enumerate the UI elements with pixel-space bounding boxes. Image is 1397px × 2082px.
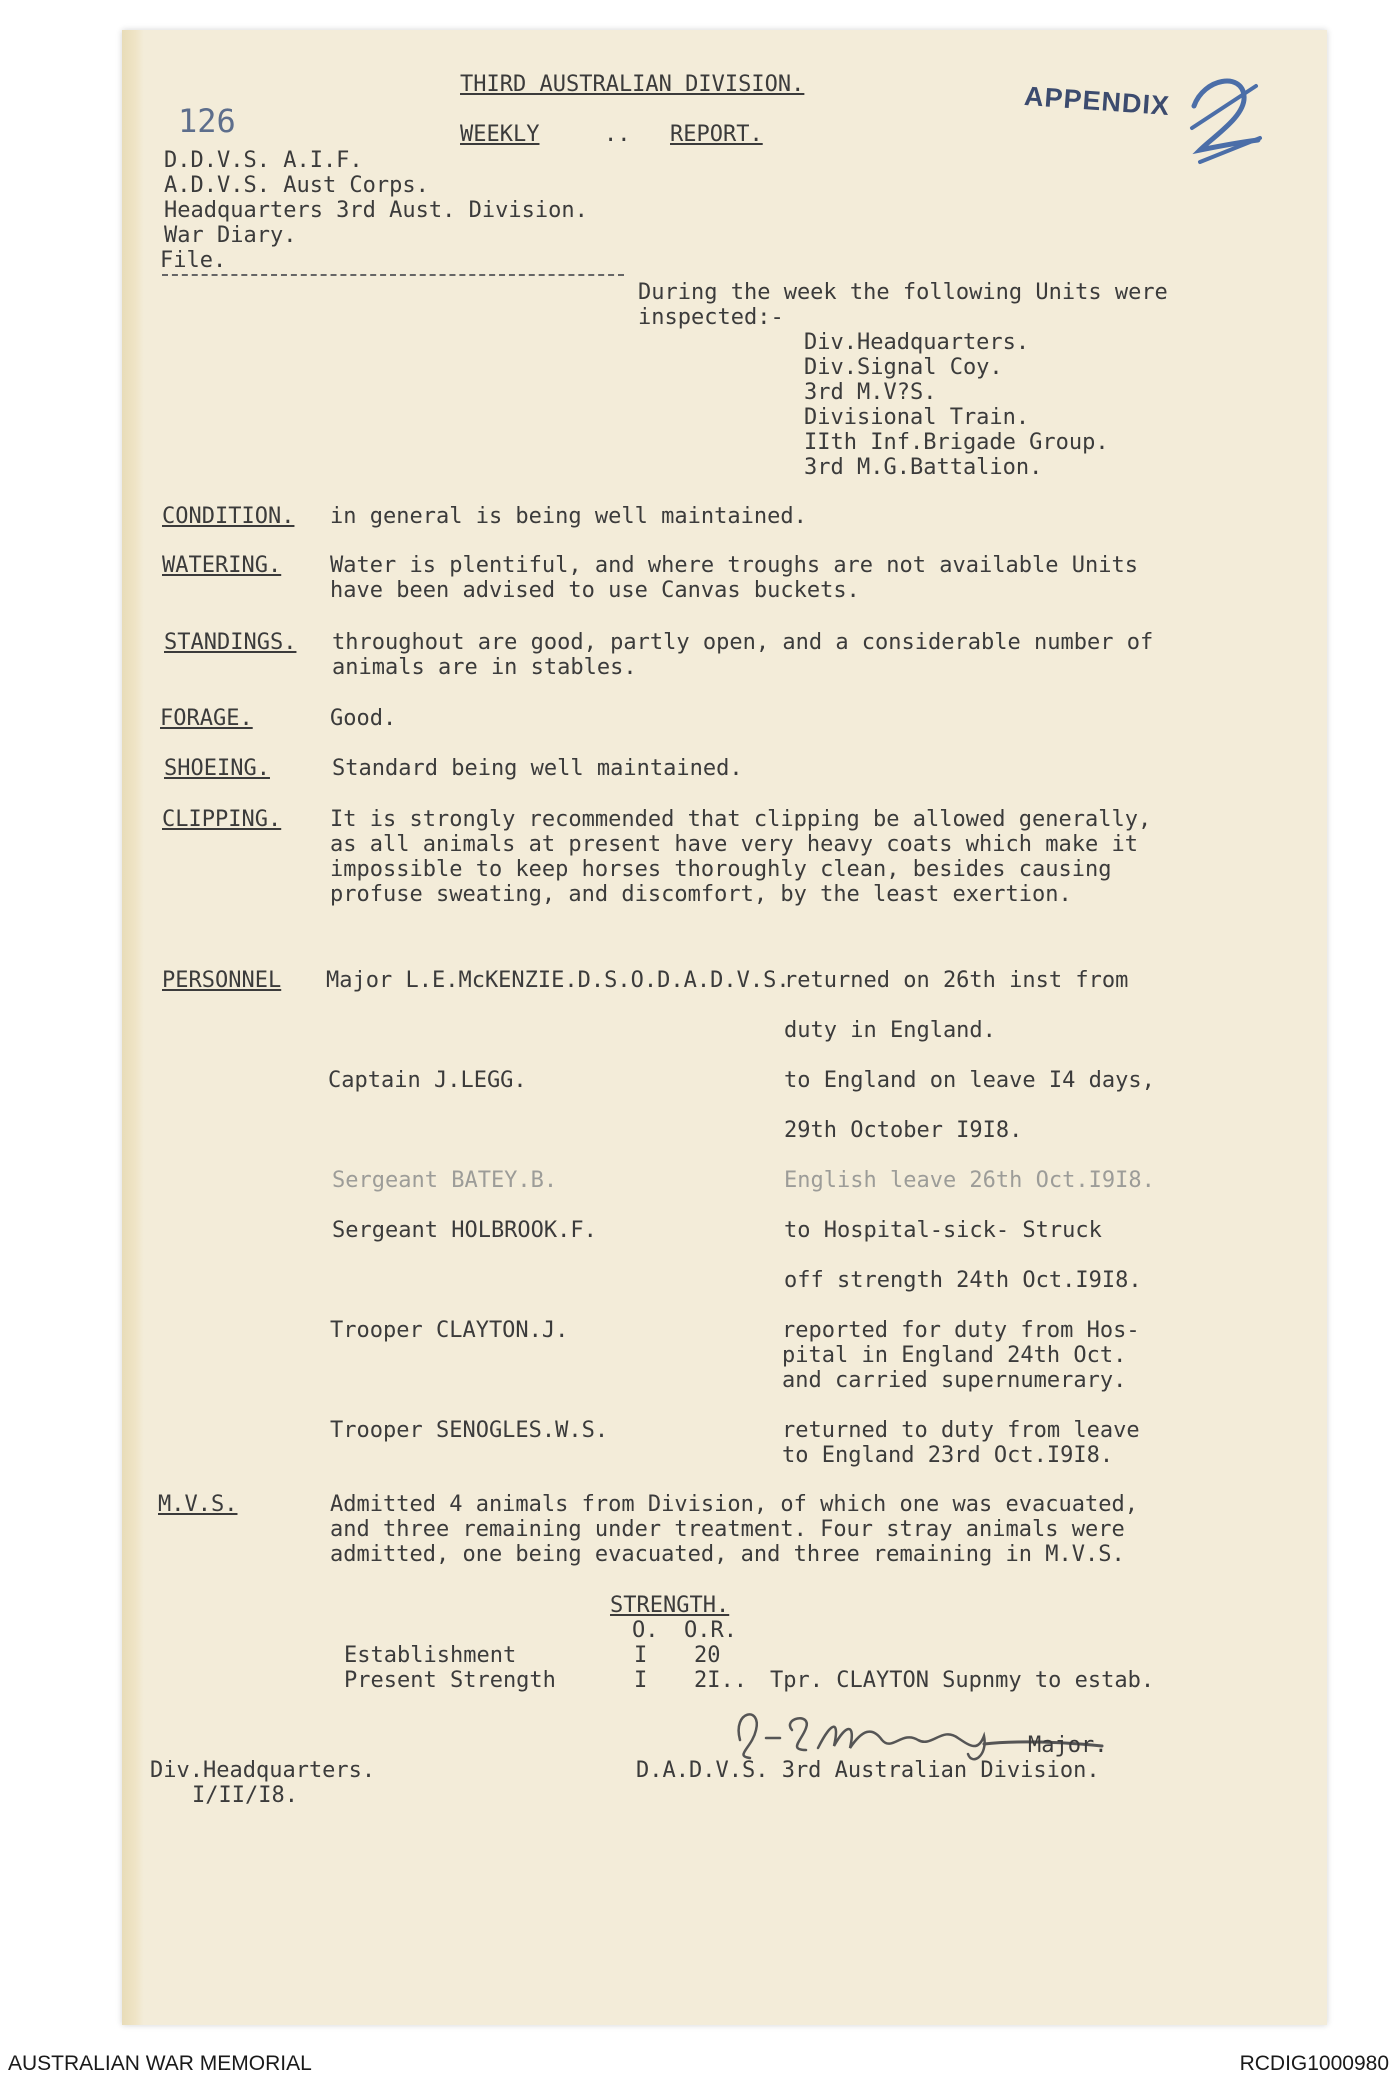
signatory-title: D.A.D.V.S. 3rd Australian Division.	[636, 1758, 1100, 1783]
personnel-name: Sergeant HOLBROOK.F.	[332, 1218, 597, 1243]
section-text-shoeing: Standard being well maintained.	[332, 756, 743, 781]
personnel-detail: off strength 24th Oct.I9I8.	[784, 1268, 1142, 1293]
distribution-line-4: War Diary.	[164, 223, 297, 248]
inspected-unit: 3rd M.V?S.	[804, 380, 937, 405]
section-heading-personnel: PERSONNEL	[162, 968, 282, 993]
strength-heading: STRENGTH.	[610, 1593, 730, 1618]
strength-row-other-ranks: 20	[694, 1643, 721, 1668]
section-heading-shoeing: SHOEING.	[164, 756, 270, 781]
distribution-line-2: A.D.V.S. Aust Corps.	[164, 173, 429, 198]
strength-row-other-ranks: 2I..	[694, 1668, 747, 1693]
appendix-stamp: APPENDIX	[1023, 80, 1171, 122]
distribution-line-5: File.	[160, 248, 227, 273]
personnel-detail: to Hospital-sick- Struck	[784, 1218, 1102, 1243]
issuing-location: Div.Headquarters.	[150, 1758, 376, 1783]
inspected-unit: 3rd M.G.Battalion.	[804, 455, 1043, 480]
strength-row-label: Present Strength	[344, 1668, 556, 1693]
section-text-condition: in general is being well maintained.	[330, 504, 807, 529]
inspected-unit: Div.Headquarters.	[804, 330, 1030, 355]
inspection-intro-2: inspected:-	[638, 305, 784, 330]
section-text-clipping: impossible to keep horses thoroughly clean, besides causing	[330, 857, 1112, 882]
personnel-detail: 29th October I9I8.	[784, 1118, 1023, 1143]
personnel-detail: and carried supernumerary.	[782, 1368, 1127, 1393]
section-text-mvs: admitted, one being evacuated, and three remaining in M.V.S.	[330, 1542, 1125, 1567]
personnel-detail: returned to duty from leave	[782, 1418, 1140, 1443]
handwritten-appendix-number	[1186, 58, 1266, 168]
document-title: THIRD AUSTRALIAN DIVISION.	[460, 72, 805, 97]
inspected-unit: Divisional Train.	[804, 405, 1030, 430]
section-text-clipping: profuse sweating, and discomfort, by the least exertion.	[330, 882, 1072, 907]
report-type-separator: ..	[604, 122, 631, 147]
personnel-detail: pital in England 24th Oct.	[782, 1343, 1127, 1368]
strength-row-officers: I	[634, 1668, 648, 1693]
report-type-right: REPORT.	[670, 122, 763, 147]
report-type-left: WEEKLY	[460, 122, 540, 147]
document-page	[122, 30, 1327, 2025]
strength-column-officers: O.	[632, 1618, 659, 1643]
signatory-rank: Major.	[1028, 1733, 1108, 1758]
section-heading-mvs: M.V.S.	[158, 1492, 238, 1517]
folio-number: 126	[178, 102, 236, 140]
personnel-detail: returned on 26th inst from	[784, 968, 1129, 993]
personnel-name: Trooper CLAYTON.J.	[330, 1318, 569, 1343]
distribution-rule	[162, 274, 624, 276]
personnel-detail: duty in England.	[784, 1018, 996, 1043]
distribution-line-3: Headquarters 3rd Aust. Division.	[164, 198, 588, 223]
strength-row-officers: I	[634, 1643, 648, 1668]
section-text-watering: have been advised to use Canvas buckets.	[330, 578, 860, 603]
section-heading-clipping: CLIPPING.	[162, 807, 282, 832]
section-heading-standings: STANDINGS.	[164, 630, 297, 655]
archive-credit: AUSTRALIAN WAR MEMORIAL	[8, 2052, 312, 2075]
inspected-unit: IIth Inf.Brigade Group.	[804, 430, 1109, 455]
section-heading-forage: FORAGE.	[160, 706, 253, 731]
archive-reference: RCDIG1000980	[1239, 2052, 1389, 2075]
personnel-name: Sergeant BATEY.B.	[332, 1168, 558, 1193]
personnel-detail: reported for duty from Hos-	[782, 1318, 1140, 1343]
personnel-name: Trooper SENOGLES.W.S.	[330, 1418, 609, 1443]
personnel-name: Captain J.LEGG.	[328, 1068, 527, 1093]
personnel-detail: to England 23rd Oct.I9I8.	[782, 1443, 1114, 1468]
strength-column-other-ranks: O.R.	[684, 1618, 737, 1643]
personnel-detail: to England on leave I4 days,	[784, 1068, 1155, 1093]
section-text-mvs: Admitted 4 animals from Division, of which one was evacuated,	[330, 1492, 1138, 1517]
page-spine	[122, 30, 144, 2025]
section-text-mvs: and three remaining under treatment. Four stray animals were	[330, 1517, 1125, 1542]
section-text-clipping: as all animals at present have very heavy coats which make it	[330, 832, 1138, 857]
section-heading-condition: CONDITION.	[162, 504, 295, 529]
section-heading-watering: WATERING.	[162, 553, 282, 578]
inspected-unit: Div.Signal Coy.	[804, 355, 1003, 380]
section-text-clipping: It is strongly recommended that clipping be allowed generally,	[330, 807, 1152, 832]
personnel-detail: English leave 26th Oct.I9I8.	[784, 1168, 1155, 1193]
strength-row-label: Establishment	[344, 1643, 517, 1668]
strength-row-note: Tpr. CLAYTON Supnmy to estab.	[770, 1668, 1155, 1693]
section-text-forage: Good.	[330, 706, 397, 731]
personnel-name: Major L.E.McKENZIE.D.S.O.D.A.D.V.S.	[326, 968, 790, 993]
distribution-line-1: D.D.V.S. A.I.F.	[164, 148, 363, 173]
section-text-watering: Water is plentiful, and where troughs are not available Units	[330, 553, 1138, 578]
section-text-standings: animals are in stables.	[332, 655, 637, 680]
inspection-intro-1: During the week the following Units were	[638, 280, 1168, 305]
document-date: I/II/I8.	[192, 1783, 298, 1808]
section-text-standings: throughout are good, partly open, and a considerable number of	[332, 630, 1154, 655]
